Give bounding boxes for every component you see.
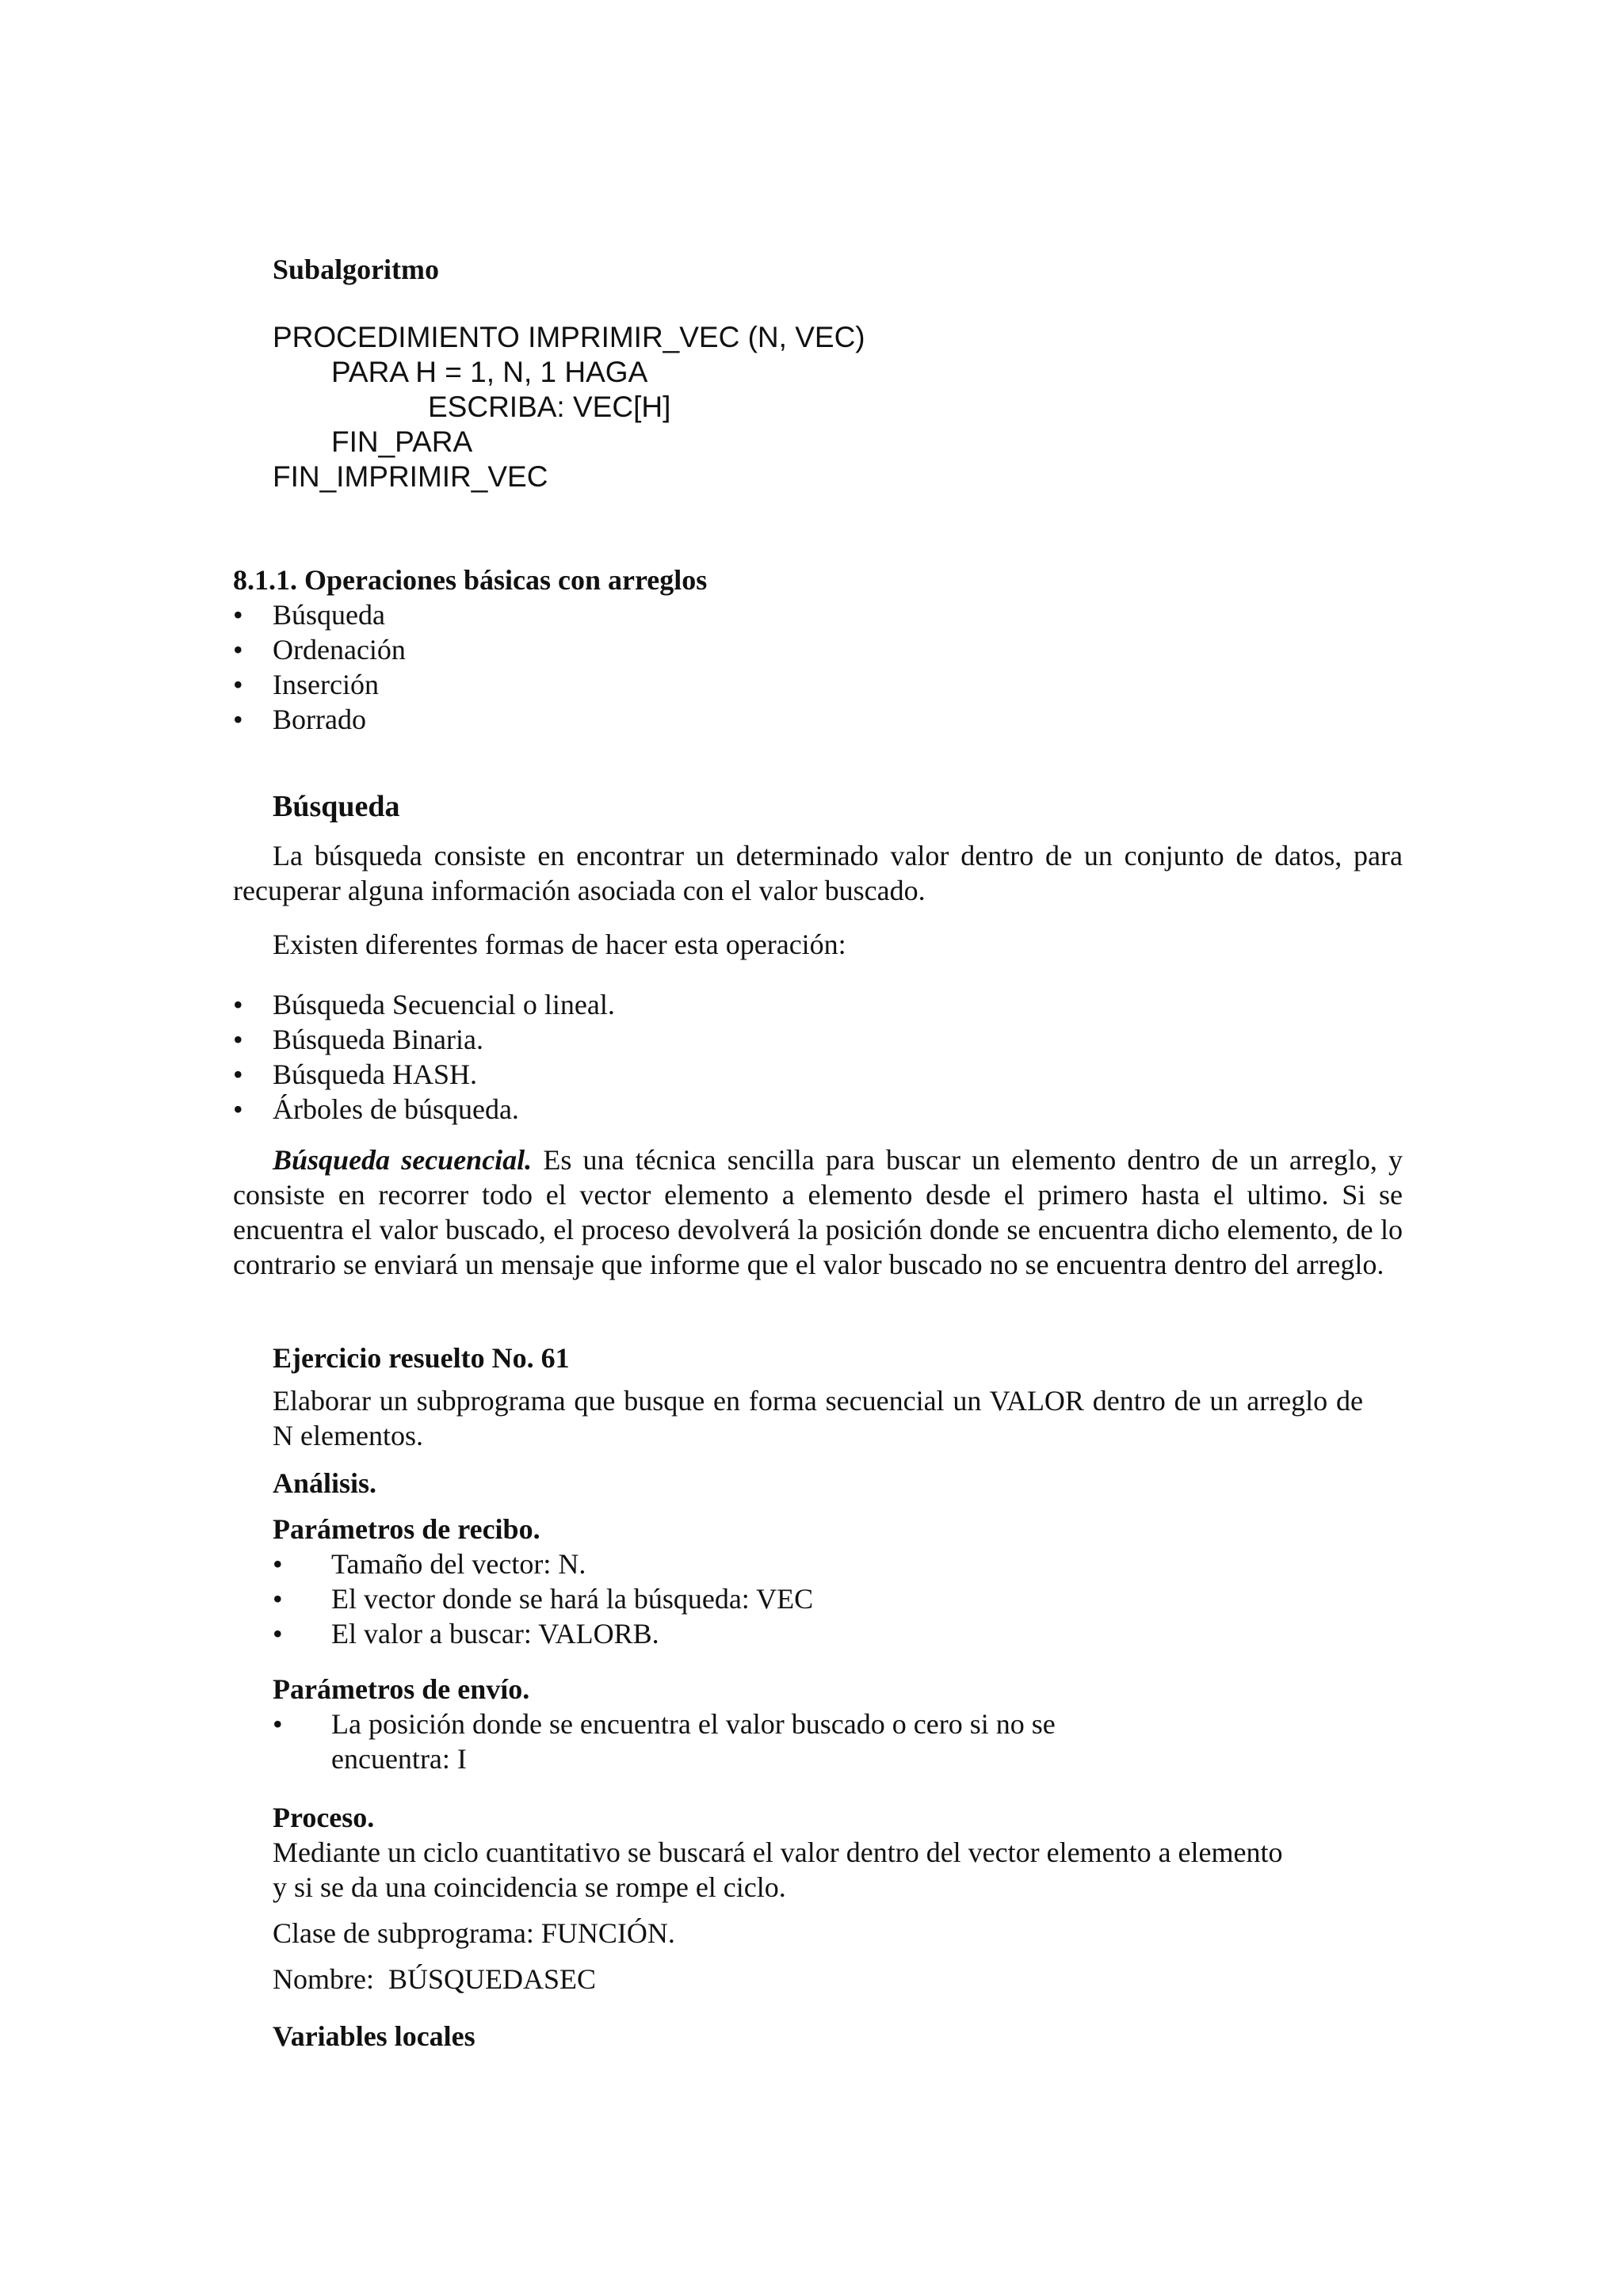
busqueda-heading: Búsqueda <box>273 790 400 823</box>
envio-line2: encuentra: I <box>331 1743 467 1775</box>
bullet-icon: • <box>233 1093 243 1125</box>
ejercicio-enunciado: Elaborar un subprograma que busque en forma secuencial un VALOR dentro de un arreglo de N elementos. <box>273 1385 1363 1451</box>
code-line-fin-imprimir: FIN_IMPRIMIR_VEC <box>273 460 548 493</box>
bullet-icon: • <box>273 1548 283 1580</box>
bullet-icon: • <box>273 1618 283 1650</box>
bullet-icon: • <box>273 1708 283 1740</box>
analisis-heading: Análisis. <box>273 1467 377 1499</box>
section-title: 8.1.1. Operaciones básicas con arreglos <box>233 564 708 596</box>
clase-subprograma: Clase de subprograma: FUNCIÓN. <box>273 1917 675 1949</box>
proceso-line2: y si se da una coincidencia se rompe el ciclo. <box>273 1871 786 1903</box>
code-line-fin-para: FIN_PARA <box>331 425 473 458</box>
bullet-icon: • <box>233 1024 243 1055</box>
ejercicio-title: Ejercicio resuelto No. 61 <box>273 1342 570 1374</box>
busqueda-secuencial-label: Búsqueda secuencial. <box>273 1144 533 1176</box>
proceso-title: Proceso. <box>273 1802 375 1833</box>
recibo-title: Parámetros de recibo. <box>273 1513 540 1545</box>
bullet-icon: • <box>233 704 243 735</box>
document-page: Subalgoritmo PROCEDIMIENTO IMPRIMIR_VEC (N, VEC) PARA H = 1, N, 1 HAGA ESCRIBA: VEC[H] FIN_PARA FIN_IMPRIMIR_VEC 8.1.1. Operaciones básicas con arreglos • Búsqueda • Ordenación • Inserción • Borrado Búsqueda La búsqueda consiste en encontrar un determinado valor dentro de un conjunto de datos, para recuperar alguna información asociada con el valor buscado. Existen diferentes formas de hacer esta operación: • Búsqueda Secuencial o lineal. • Búsqueda Binaria. • Búsqueda HASH. • Árboles de búsqueda. Búsqueda secuencial. Es una técnica sencilla para buscar un elemento dentro de un arreglo, y consiste en recorrer todo el vector elemento a elemento desde el primero hasta el ultimo. Si se encuentra el valor buscado, el proceso devolverá la posición donde se encuentra dicho elemento, de lo contrario se enviará un mensaje que informe que el valor buscado no se encuentra dentro del arreglo. Ejercicio resuelto No. 61 Elaborar un subprograma que busque en forma secuencial un VALOR dentro de un arreglo de N elementos. Análisis. Parámetros de recibo. • Tamaño del vector: N. • El vector donde se hará la búsqueda: VEC • El valor a buscar: VALORB. Parámetros de envío. • La posición donde se encuentra el valor buscado o cero si no se encuentra: I Proceso. Mediante un ciclo cuantitativo se buscará el valor dentro del vector elemento a elemento y si se da una coincidencia se rompe el ciclo. Clase de subprograma: FUNCIÓN. Nombre: BÚSQUEDASEC Variables locales <box>233 254 1403 2052</box>
bullet-icon: • <box>273 1583 283 1615</box>
code-line-para: PARA H = 1, N, 1 HAGA <box>331 356 648 388</box>
code-line-escriba: ESCRIBA: VEC[H] <box>428 391 671 423</box>
envio-title: Parámetros de envío. <box>273 1673 530 1705</box>
bullet-icon: • <box>233 634 243 666</box>
bullet-icon: • <box>233 1058 243 1090</box>
nombre-subprograma: Nombre: BÚSQUEDASEC <box>273 1963 597 1995</box>
formas-intro: Existen diferentes formas de hacer esta operación: <box>273 929 846 960</box>
code-line-procedimiento: PROCEDIMIENTO IMPRIMIR_VEC (N, VEC) <box>273 321 865 353</box>
busqueda-secuencial-text: Es una técnica sencilla para buscar un elemento dentro de un arreglo, y consiste en recorrer todo el vector elemento a elemento desde el primero hasta el ultimo. Si se encuentra el valor buscado, el proceso devolverá la posición donde se encuentra dicho elemento, de lo contrario se enviará un mensaje que informe que el valor buscado no se encuentra dentro del arreglo. <box>233 1144 1403 1280</box>
busqueda-secuencial-paragraph <box>233 1142 1403 1282</box>
variables-locales-heading: Variables locales <box>273 2020 475 2052</box>
proceso-line1: Mediante un ciclo cuantitativo se buscará el valor dentro del vector elemento a elemento <box>273 1836 1283 1868</box>
bullet-icon: • <box>233 599 243 631</box>
busqueda-intro: La búsqueda consiste en encontrar un determinado valor dentro de un conjunto de datos, para recuperar alguna información asociada con el valor buscado. <box>233 840 1403 906</box>
bullet-icon: • <box>233 669 243 700</box>
subalgoritmo-heading: Subalgoritmo <box>273 254 440 285</box>
bullet-icon: • <box>233 989 243 1020</box>
